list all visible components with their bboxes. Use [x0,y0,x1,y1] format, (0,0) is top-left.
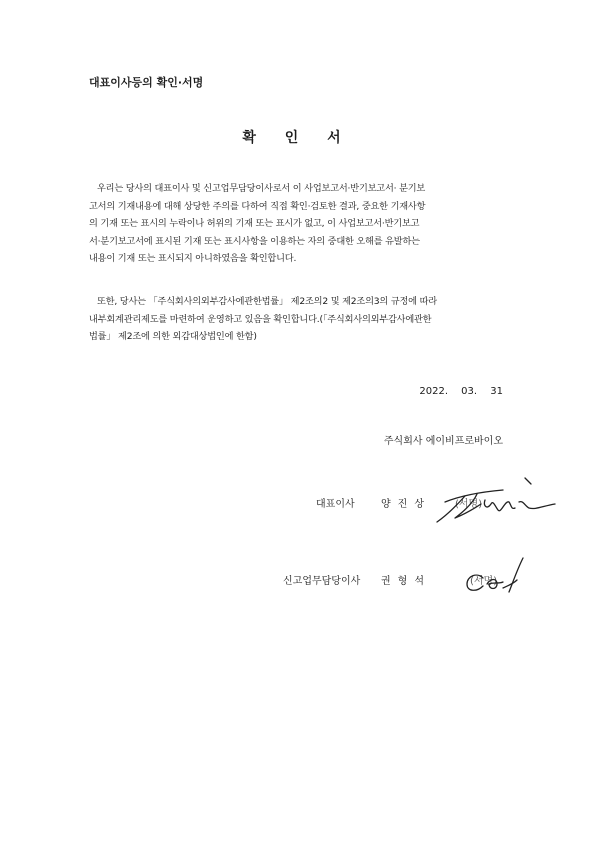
paragraph-line: 법률」 제2조에 의한 외감대상법인에 한함) [89,331,257,343]
internal-control-paragraph [89,293,507,346]
paragraph-line: 또한, 당사는 「주식회사의외부감사에관한법률」 제2조의2 및 제2조의3의 규정에 따라 [97,296,437,307]
ceo-handwritten-signature [425,470,565,530]
ceo-seal-label: (서명) [455,499,483,510]
paragraph-line: 내용이 기재 또는 표시되지 아니하였음을 확인합니다. [89,253,297,265]
company-name: 주식회사 에이비프로바이오 [383,436,503,447]
section-title: 대표이사등의 확인·서명 [89,76,204,89]
document-date: 2022. 03. 31 [419,386,503,397]
cfo-role-label: 신고업무담당이사 [283,576,361,587]
document-title: 확 인 서 [242,130,353,146]
confirmation-paragraph [89,180,507,268]
ceo-name: 양진상 [381,499,431,510]
paragraph-line: 고서의 기재내용에 대해 상당한 주의를 다하여 직접 확인·검토한 결과, 중요한 기재사항 [89,200,426,212]
cfo-name: 권형석 [381,576,431,587]
cfo-seal-label: (서명) [470,576,498,587]
paragraph-line: 우리는 당사의 대표이사 및 신고업무담당이사로서 이 사업보고서·반기보고서· 분기보 [97,183,426,194]
cfo-handwritten-signature [455,548,545,603]
paragraph-line: 의 기재 또는 표시의 누락이나 허위의 기재 또는 표시가 없고, 이 사업보고서·반기보고 [89,218,420,230]
ceo-role-label: 대표이사 [316,499,355,510]
paragraph-line: 서·분기보고서에 표시된 기재 또는 표시사항을 이용하는 자의 중대한 오해를 유발하는 [89,235,420,247]
paragraph-line: 내부회계관리제도를 마련하여 운영하고 있음을 확인합니다.(「주식회사의외부감사에관한 [89,313,432,325]
